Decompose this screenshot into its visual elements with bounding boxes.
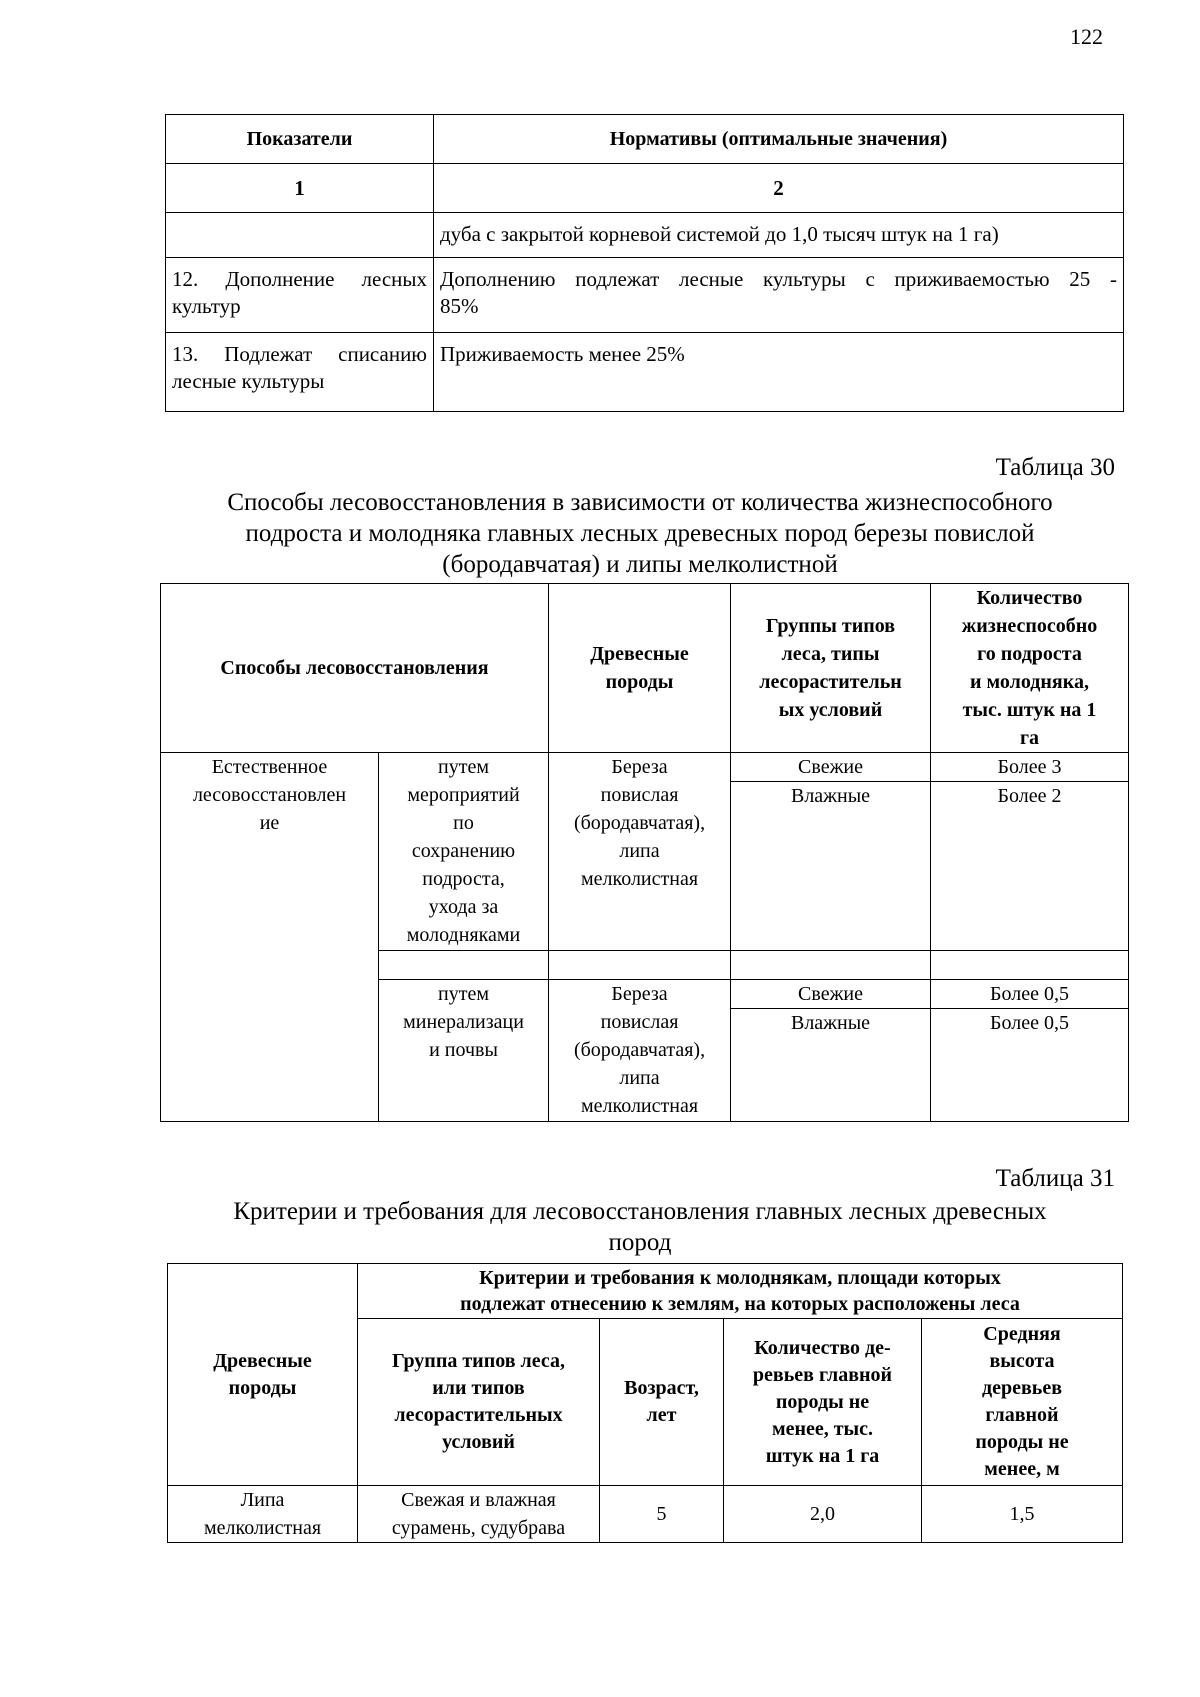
header-age — [600, 1319, 724, 1486]
tree-count-cell: 2,0 — [724, 1486, 922, 1543]
count-cell: Более 2 — [931, 782, 1129, 951]
cell-line: Липа — [240, 1489, 285, 1511]
cell-line: лесные культуры — [172, 369, 325, 393]
cell-line: липа — [619, 1067, 660, 1089]
table30-label: Таблица 30 — [995, 454, 1115, 481]
species-cell — [549, 980, 731, 1122]
header-forest-groups — [731, 584, 931, 753]
submethod-cell — [379, 980, 549, 1122]
page-number: 122 — [1070, 24, 1103, 49]
table-header-row — [168, 1264, 1123, 1319]
count-cell: Более 0,5 — [931, 1009, 1129, 1122]
column-number: 1 — [166, 164, 434, 213]
title-line: Способы лесовосстановления в зависимости от количества жизнеспособного — [227, 489, 1053, 516]
header-indicators: Показатели — [166, 115, 434, 164]
header-mean-height — [922, 1319, 1123, 1486]
species-cell — [168, 1486, 358, 1543]
header-species — [168, 1264, 358, 1486]
cell-line: мероприятий — [407, 784, 520, 806]
header-line: Древесные — [213, 1349, 312, 1372]
count-cell: Более 0,5 — [931, 980, 1129, 1009]
cell-line: мелколистная — [581, 868, 699, 890]
header-line: главной — [985, 1404, 1059, 1426]
header-line: Количество де- — [754, 1336, 891, 1359]
cell-line: (бородавчатая), — [573, 812, 706, 834]
table-header-row — [166, 115, 1124, 164]
header-normatives: Нормативы (оптимальные значения) — [434, 115, 1124, 164]
header-line: деревьев — [981, 1377, 1063, 1399]
table31 — [167, 1263, 1123, 1543]
header-tree-count — [724, 1319, 922, 1486]
header-methods: Способы лесовосстановления — [161, 584, 549, 753]
cell-line: липа — [619, 840, 660, 862]
header-line: Количество — [976, 587, 1083, 609]
title-line: пород — [608, 1229, 672, 1256]
cell-line: ухода за — [428, 896, 499, 918]
header-line: Древесные — [590, 643, 689, 665]
cell-line: и почвы — [429, 1039, 498, 1061]
count-cell: Более 3 — [931, 753, 1129, 782]
method-cell — [161, 753, 379, 1122]
header-line: породы не — [975, 1431, 1069, 1453]
header-line: Критерии и требования к молоднякам, площади которых — [479, 1267, 1001, 1289]
header-line: породы не — [775, 1390, 870, 1413]
submethod-cell — [379, 753, 549, 951]
group-cell: Свежие — [731, 980, 931, 1009]
header-line: штук на 1 га — [765, 1444, 880, 1467]
table30-title — [160, 487, 1120, 580]
mean-height-cell: 1,5 — [922, 1486, 1123, 1543]
title-line: подроста и молодняка главных лесных древесных пород березы повислой — [245, 520, 1035, 547]
normatives-table — [165, 114, 1124, 412]
group-cell: Свежие — [731, 753, 931, 782]
title-line: (бородавчатая) и липы мелколистной — [442, 551, 838, 578]
header-species — [549, 584, 731, 753]
header-line: жизнеспособно — [961, 615, 1098, 637]
cell-line: путем — [438, 756, 489, 778]
table30 — [160, 583, 1129, 1122]
cell-line: сурамень, судубрава — [391, 1517, 566, 1539]
title-line: Критерии и требования для лесовосстановления главных лесных древесных — [233, 1198, 1047, 1225]
header-line: го подроста — [977, 643, 1082, 665]
cell-line: Свежая и влажная — [401, 1489, 556, 1511]
header-line: менее, м — [984, 1458, 1060, 1480]
cell-line: Естественное — [211, 756, 328, 778]
header-line: или типов — [432, 1377, 525, 1399]
table31-label: Таблица 31 — [995, 1165, 1115, 1192]
cell-line: 13. Подлежат списанию — [172, 342, 427, 366]
header-line: Средняя — [983, 1323, 1061, 1345]
table-cell: дуба с закрытой корневой системой до 1,0 тысяч штук на 1 га) — [434, 213, 1124, 258]
forest-group-cell — [358, 1486, 600, 1543]
table-cell — [166, 213, 434, 258]
table-cell — [166, 333, 434, 412]
table-cell — [931, 951, 1129, 980]
age-cell: 5 — [600, 1486, 724, 1543]
header-line: высота — [989, 1350, 1055, 1372]
cell-line: повислая — [600, 1011, 679, 1033]
header-line: Возраст, — [624, 1377, 699, 1399]
cell-line: по — [453, 812, 474, 834]
header-line: лет — [646, 1404, 677, 1426]
column-number: 2 — [434, 164, 1124, 213]
table-row — [161, 753, 1129, 782]
cell-line: 85% — [440, 294, 479, 318]
group-cell: Влажные — [731, 1009, 931, 1122]
cell-line: Дополнению подлежат лесные культуры с приживаемостью 25 - — [440, 267, 1117, 291]
header-line: ых условий — [778, 699, 883, 721]
header-line: тыс. штук на 1 — [962, 699, 1097, 721]
cell-line: мелколистная — [581, 1095, 699, 1117]
header-forest-group — [358, 1319, 600, 1486]
cell-line: культур — [172, 294, 241, 318]
header-line: Группа типов леса, — [391, 1350, 565, 1372]
table31-title — [160, 1196, 1120, 1258]
header-viable-count — [931, 584, 1129, 753]
cell-line: молодняками — [406, 924, 521, 946]
cell-line: подроста, — [422, 868, 505, 890]
header-line: ревьев главной — [752, 1363, 893, 1386]
table-cell — [731, 951, 931, 980]
table-row — [166, 258, 1124, 333]
group-cell: Влажные — [731, 782, 931, 951]
table-cell — [434, 258, 1124, 333]
header-line: условий — [442, 1431, 515, 1453]
header-line: леса, типы — [781, 643, 880, 665]
cell-line: повислая — [600, 784, 679, 806]
table-cell — [379, 951, 549, 980]
header-line: лесорастительных — [394, 1404, 563, 1426]
cell-line: путем — [438, 983, 489, 1005]
table-cell — [166, 258, 434, 333]
table-row — [166, 333, 1124, 412]
header-line: породы — [605, 671, 674, 693]
header-line: лесорастительн — [759, 671, 902, 693]
cell-line: мелколистная — [203, 1517, 322, 1539]
cell-line: лесовосстановлен — [192, 784, 347, 806]
cell-line: (бородавчатая), — [573, 1039, 706, 1061]
header-line: Группы типов — [765, 615, 896, 637]
header-line: га — [1019, 727, 1040, 749]
cell-line: Береза — [611, 756, 668, 778]
table-header-row — [161, 584, 1129, 753]
header-line: подлежат отнесению к землям, на которых расположены леса — [460, 1293, 1020, 1315]
table-cell — [549, 951, 731, 980]
table-row — [168, 1486, 1123, 1543]
table-cell: Приживаемость менее 25% — [434, 333, 1124, 412]
table-number-row — [166, 164, 1124, 213]
cell-line: Береза — [611, 983, 668, 1005]
cell-line: 12. Дополнение лесных — [172, 267, 427, 291]
header-criteria — [358, 1264, 1123, 1319]
cell-line: минерализаци — [403, 1011, 524, 1033]
cell-line: ие — [259, 812, 280, 834]
header-line: и молодняка, — [970, 671, 1089, 693]
header-line: менее, тыс. — [771, 1417, 874, 1440]
table-row — [166, 213, 1124, 258]
cell-line: сохранению — [411, 840, 516, 862]
species-cell — [549, 753, 731, 951]
header-line: породы — [228, 1376, 297, 1399]
